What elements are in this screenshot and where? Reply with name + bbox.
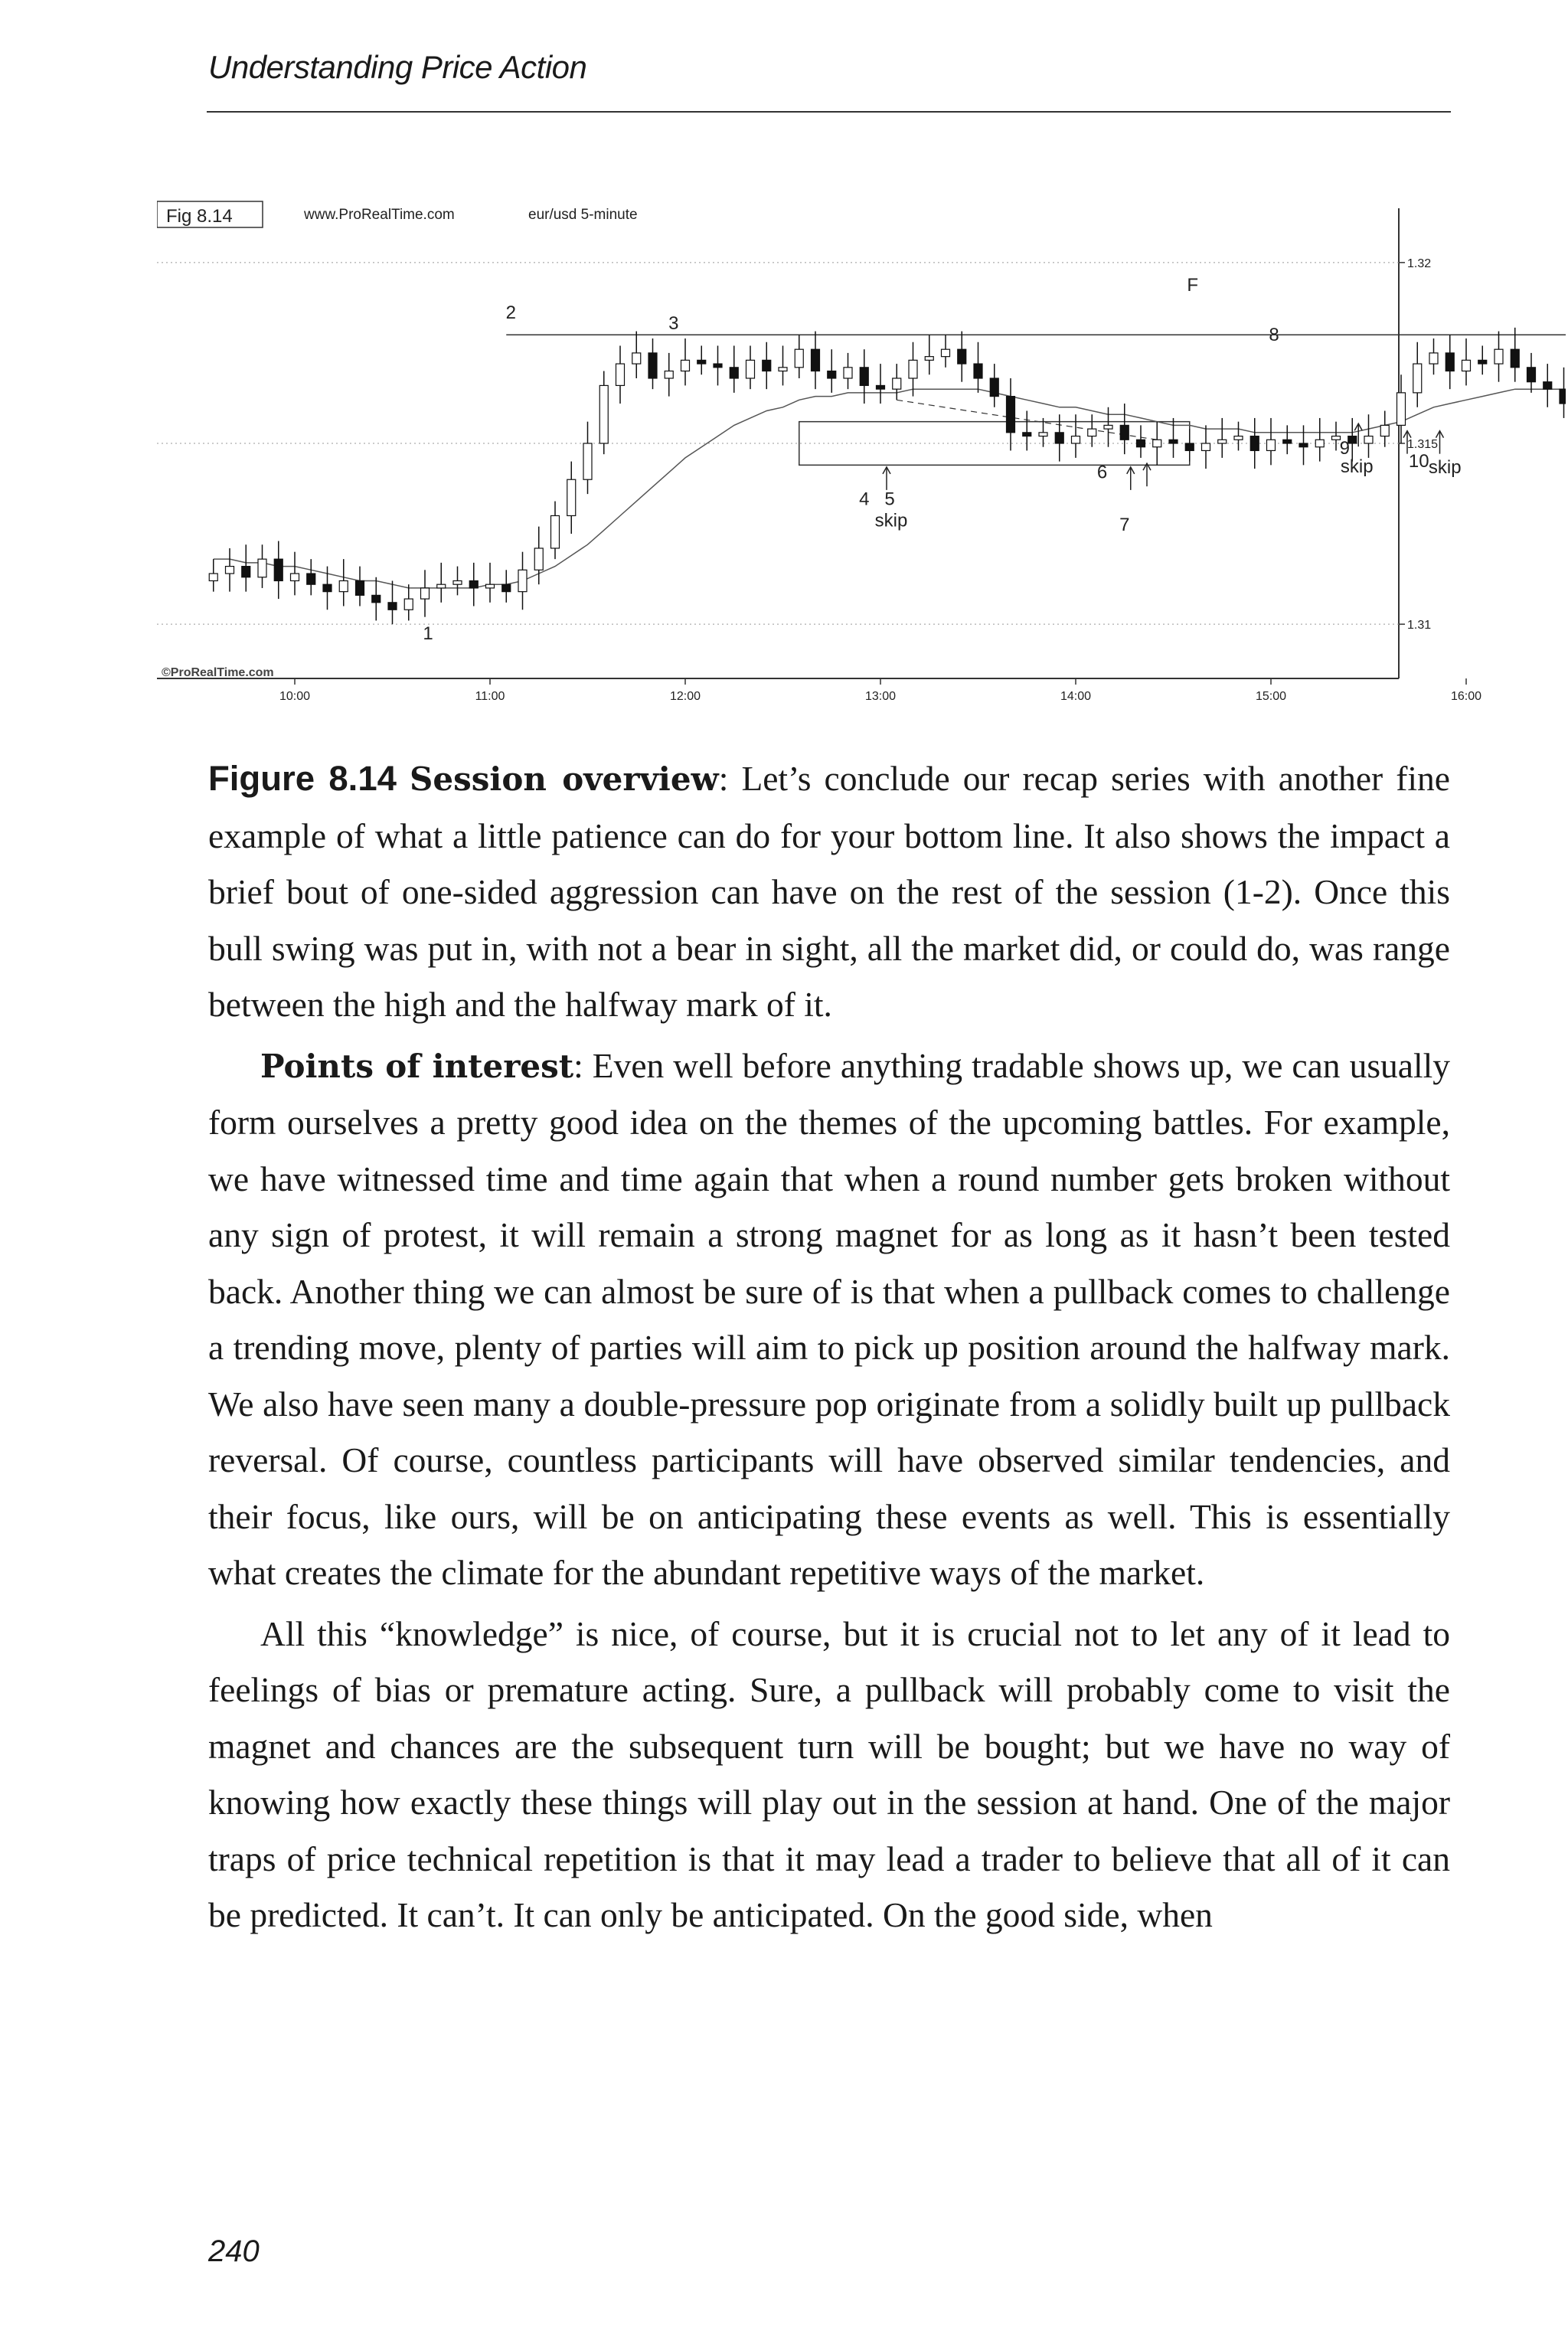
annotation-3: 3 [668, 313, 679, 335]
annotation-7: 7 [1119, 514, 1130, 535]
candle-body [242, 567, 250, 577]
candle-body [567, 479, 576, 515]
candle-body [307, 574, 315, 584]
candle-body [1267, 440, 1276, 450]
annotation-4: 4 [859, 489, 870, 510]
candle-body [469, 580, 478, 587]
running-title: Understanding Price Action [208, 49, 587, 85]
candle-body [372, 595, 381, 602]
price-label: 1.315 [1407, 438, 1439, 451]
candle-body [339, 580, 348, 591]
paragraph-text: : Even well before anything tradable shows up, we can usually form ourselves a pretty good idea on the themes of the upcoming battles. For example, we have witnessed time and time again that when a round number gets broken without any sign of protest, it will remain a strong magnet for as long as it hasn’t been tested back. Another thing we can almost be sure of is that when a pullback comes to challenge a trending move, plenty of parties will aim to pick up position around the halfway mark. We also have seen many a double-pressure pop originate from a solidly built up pullback reversal. Of course, countless participants will have observed similar tendencies, and their focus, like ours, will be on anticipating these events as well. This is essentially what creates the climate for the abundant repetitive ways of the market. [208, 1045, 1451, 1592]
candle-body [1462, 360, 1471, 371]
candle-body [844, 368, 852, 378]
candle-body [795, 349, 803, 368]
candle-body [665, 371, 673, 378]
candle-body [388, 603, 397, 610]
time-label: 12:00 [669, 690, 701, 703]
annotation-5: 5 [884, 489, 895, 510]
candle-body [1072, 436, 1080, 443]
candle-body [437, 584, 446, 588]
candle-body [877, 385, 885, 389]
annotation-2: 2 [505, 302, 516, 323]
chart-source: www.ProRealTime.com [304, 207, 455, 223]
candle-body [226, 567, 234, 574]
candle-body [812, 349, 820, 371]
candle-body [942, 349, 950, 356]
candle-body [860, 368, 868, 386]
moving-average-line [214, 378, 1566, 588]
candle-body [1315, 440, 1324, 446]
candle-body [1380, 425, 1389, 436]
time-label: 11:00 [475, 690, 505, 703]
watermark: ©ProRealTime.com [162, 666, 274, 679]
candle-body [697, 360, 706, 364]
candle-body [404, 599, 413, 610]
candle-body [974, 364, 982, 378]
candle-body [1007, 397, 1015, 433]
candle-body [291, 574, 299, 580]
candle-body [1544, 382, 1552, 389]
time-label: 10:00 [279, 690, 311, 703]
candle-body [714, 364, 722, 368]
candle-body [1397, 393, 1406, 426]
candle-body [779, 368, 787, 371]
candle-body [828, 371, 836, 378]
price-label: 1.32 [1407, 257, 1432, 270]
candle-body [1120, 425, 1129, 440]
candle-body [1511, 349, 1519, 368]
candle-body [486, 584, 495, 588]
candle-body [421, 588, 430, 599]
paragraph-lead: Points of interest [260, 1047, 574, 1085]
candle-body [1446, 353, 1454, 371]
candle-body [209, 574, 217, 580]
candle-body [599, 385, 608, 443]
candle-body [258, 559, 266, 577]
candle-body [534, 548, 543, 570]
time-label: 14:00 [1060, 690, 1092, 703]
candle-body [323, 584, 332, 591]
candle-body [958, 349, 966, 364]
chart-instrument: eur/usd 5-minute [528, 207, 638, 223]
candle-body [1429, 353, 1438, 364]
annotation-skip-3: skip [1428, 456, 1462, 478]
candle-body [551, 515, 560, 548]
paragraph-knowledge: All this “knowledge” is nice, of course, but it is crucial not to let any of it lead to feelings of bias or premature acting. Sure, a pullback will probably come to visit the magnet and chances are the subsequent turn will be bought; but we have no way of knowing how exactly these things will play out in the session at hand. One of the major traps of price technical repetition is that it may lead a trader to believe that all of it can be predicted. It can’t. It can only be anticipated. On the good side, when [208, 1613, 1450, 1934]
annotation-skip-2: skip [1340, 456, 1374, 478]
caption-text: : Let’s conclude our recap series with another fine example of what a little patience can do for your bottom line. It also shows the impact a brief bout of one-sided aggression can have on the rest of the session (1-2). Once this bull swing was put in, with not a bear in sight, all the market did, or could do, was range between the high and the halfway mark of it. [208, 759, 1450, 1024]
annotation-8: 8 [1269, 324, 1279, 345]
annotation-1: 1 [423, 623, 433, 644]
candle-body [1250, 436, 1259, 451]
candle-body [1560, 389, 1566, 404]
annotation-skip-1: skip [874, 510, 908, 531]
time-label: 15:00 [1255, 690, 1287, 703]
figure-8-14 [157, 191, 1566, 720]
candle-body [1299, 443, 1308, 447]
candle-body [1185, 443, 1194, 450]
annotation-6: 6 [1096, 462, 1108, 483]
candle-body [1234, 436, 1243, 440]
candle-body [763, 360, 771, 371]
candle-body [616, 364, 625, 385]
candle-body [1527, 368, 1536, 382]
candle-body [453, 580, 462, 584]
candle-body [1088, 429, 1096, 436]
candle-body [1169, 440, 1178, 443]
paragraph-points-of-interest [208, 1038, 1450, 1601]
candle-body [1283, 440, 1292, 443]
candle-body [925, 357, 933, 361]
candle-body [1364, 436, 1373, 443]
candle-body [746, 360, 755, 378]
figure-tag: Fig 8.14 [166, 206, 233, 227]
candle-body [730, 368, 738, 378]
candle-body [274, 559, 283, 580]
candle-body [1478, 360, 1487, 364]
candle-body [1202, 443, 1210, 450]
candle-body [356, 580, 364, 595]
candle-body [893, 378, 901, 389]
candle-body [1413, 364, 1422, 393]
figure-caption [208, 750, 1450, 1033]
candle-body [583, 443, 592, 479]
body-text [208, 750, 1450, 1943]
candle-body [909, 360, 917, 378]
candle-body [1104, 425, 1112, 429]
time-label: 13:00 [864, 690, 897, 703]
annotation-10: 10 [1408, 450, 1429, 472]
time-label: 16:00 [1450, 690, 1482, 703]
candle-body [990, 378, 998, 397]
candle-body [502, 584, 511, 591]
candle-body [1494, 349, 1503, 364]
candle-body [632, 353, 641, 364]
candle-body [1137, 440, 1145, 446]
annotation-9: 9 [1339, 438, 1350, 459]
candle-body [1218, 440, 1227, 443]
page-number: 240 [208, 2234, 260, 2268]
candle-body [681, 360, 690, 371]
candle-body [518, 570, 527, 591]
candle-body [1055, 433, 1063, 443]
price-chart [157, 191, 1566, 720]
annotation-F: F [1187, 274, 1199, 296]
caption-label: Figure 8.14 [208, 759, 397, 798]
header-rule [207, 111, 1451, 113]
candle-body [1023, 433, 1031, 436]
caption-title: Session overview [410, 760, 719, 798]
candle-body [1039, 433, 1047, 436]
price-label: 1.31 [1407, 619, 1432, 633]
candle-body [648, 353, 657, 378]
candle-body [1153, 440, 1161, 446]
